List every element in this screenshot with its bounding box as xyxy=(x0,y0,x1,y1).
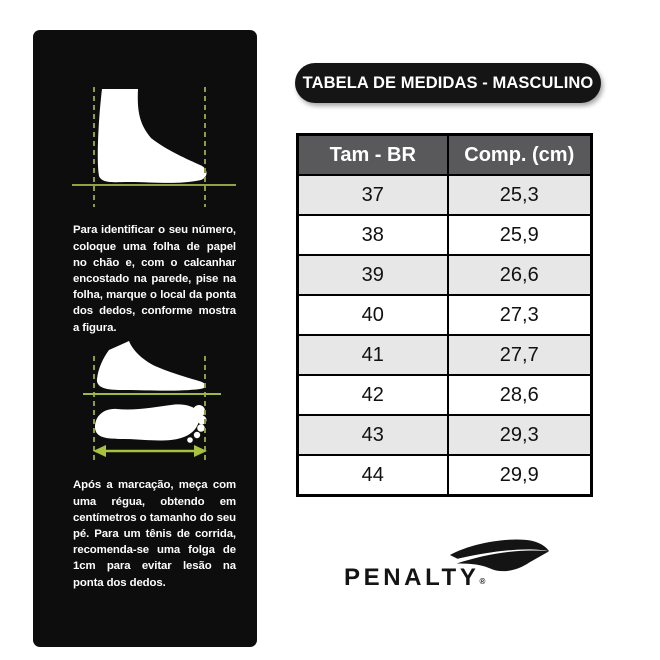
length-cell: 25,9 xyxy=(448,215,592,255)
size-cell: 44 xyxy=(298,455,448,496)
size-cell: 37 xyxy=(298,175,448,215)
toe-icon xyxy=(197,424,205,432)
size-cell: 38 xyxy=(298,215,448,255)
column-header-length: Comp. (cm) xyxy=(448,135,592,176)
length-cell: 28,6 xyxy=(448,375,592,415)
toe-icon xyxy=(194,432,200,438)
penalty-wordmark-text: PENALTY xyxy=(344,564,480,591)
table-row xyxy=(298,455,592,496)
instruction-paragraph-1: Para identificar o seu número, coloque uma folha de papel no chão e, com o calcanhar encostado na parede, pise na folha, marque o local da ponta dos dedos, conforme mostra a figura. xyxy=(73,224,236,334)
size-cell: 39 xyxy=(298,255,448,295)
foot-silhouette-icon xyxy=(98,89,207,183)
table-title-label: TABELA DE MEDIDAS - MASCULINO xyxy=(302,73,594,92)
length-cell: 29,9 xyxy=(448,455,592,496)
size-cell: 43 xyxy=(298,415,448,455)
footprint-length-icon xyxy=(69,341,239,465)
table-title xyxy=(295,63,601,103)
foot-side-view-icon xyxy=(69,86,239,210)
foot-measurement-illustration-1 xyxy=(69,86,239,210)
size-cell: 41 xyxy=(298,335,448,375)
table-header-row xyxy=(298,135,592,176)
footprint-silhouette-icon xyxy=(95,404,200,440)
size-cell: 40 xyxy=(298,295,448,335)
foot-lower-silhouette-icon xyxy=(97,341,206,391)
length-cell: 27,7 xyxy=(448,335,592,375)
size-cell: 42 xyxy=(298,375,448,415)
big-toe-icon xyxy=(193,405,205,417)
length-cell: 29,3 xyxy=(448,415,592,455)
penalty-logo xyxy=(344,537,559,593)
length-arrow-icon xyxy=(93,445,207,457)
registered-trademark-icon: ® xyxy=(479,577,486,586)
table-row xyxy=(298,335,592,375)
table-row xyxy=(298,255,592,295)
instruction-paragraph-2: Após a marcação, meça com uma régua, obtendo em centímetros o tamanho do seu pé. Para um tênis de corrida, recomenda-se uma folga de 1cm para evitar lesão na ponta dos dedos. xyxy=(73,479,236,589)
foot-measurement-illustration-2 xyxy=(69,341,239,465)
table-row xyxy=(298,415,592,455)
column-header-size: Tam - BR xyxy=(298,135,448,176)
table-row xyxy=(298,215,592,255)
toe-icon xyxy=(187,437,193,443)
table-row xyxy=(298,375,592,415)
table-row xyxy=(298,175,592,215)
length-cell: 27,3 xyxy=(448,295,592,335)
length-cell: 26,6 xyxy=(448,255,592,295)
penalty-wordmark xyxy=(344,564,485,592)
table-row xyxy=(298,295,592,335)
length-cell: 25,3 xyxy=(448,175,592,215)
instruction-panel xyxy=(33,30,257,647)
size-table xyxy=(296,133,593,497)
